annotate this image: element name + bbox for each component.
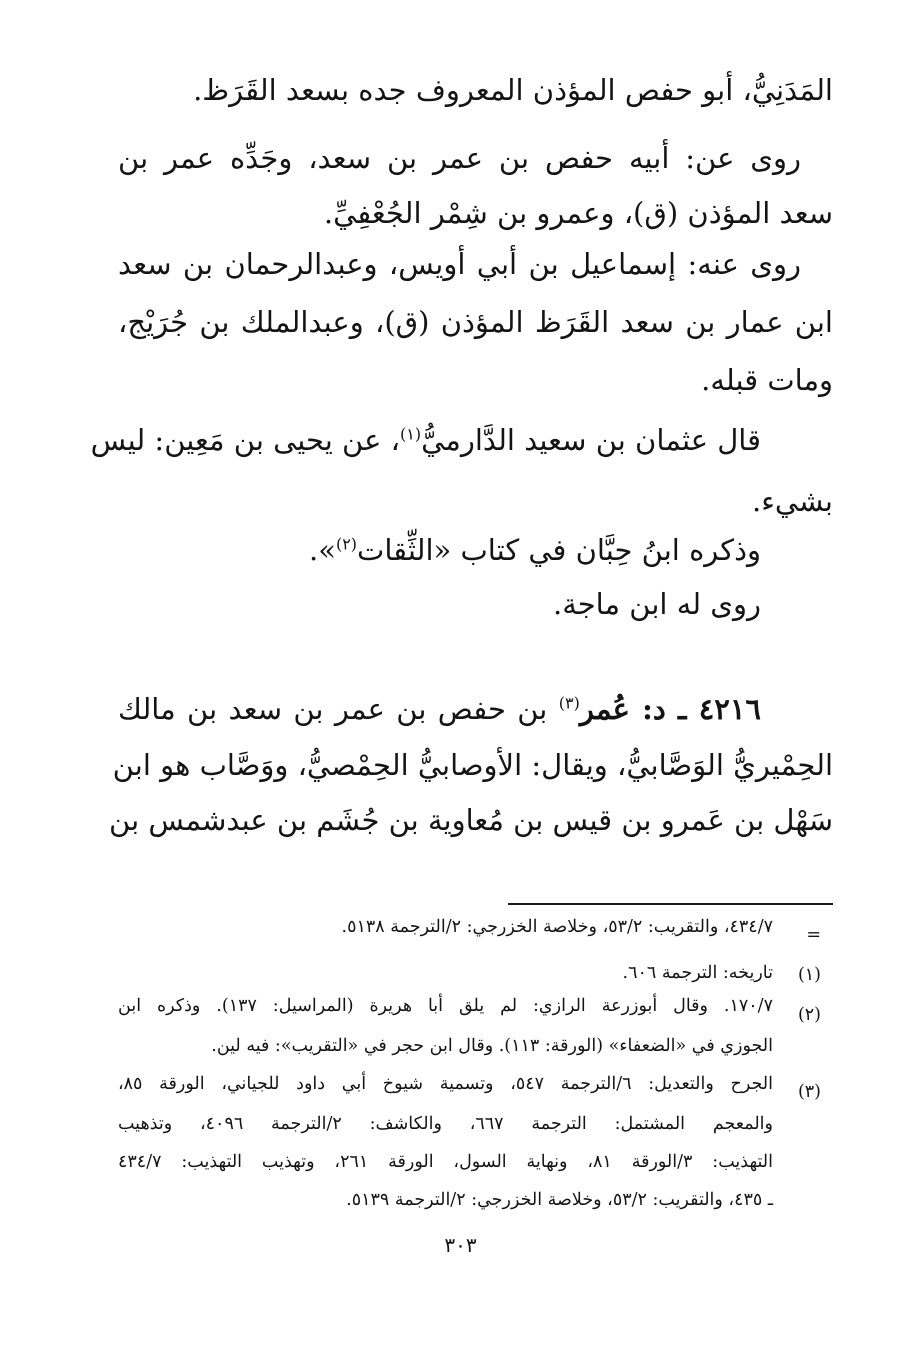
footnote-1-text: تاريخه: الترجمة ٦٠٦. — [622, 963, 773, 983]
body-line-7 — [90, 420, 761, 460]
page-number: ٣٠٣ — [444, 1233, 477, 1257]
footnote-3-line-4: ـ ٤٣٥، والتقريب: ٥٣/٢، وخلاصة الخزرجي: ٢/الترجمة ٥١٣٩. — [346, 1190, 773, 1210]
body-line-3: سعد المؤذن (ق)، وعمرو بن شِمْر الجُعْفِيِّ. — [323, 196, 833, 230]
entry-heading: ٤٢١٦ ـ د: عُمر — [579, 692, 762, 726]
footnote-ref-1: (١) — [400, 424, 422, 444]
footnote-2-line-2: الجوزي في «الضعفاء» (الورقة: ١١٣). وقال ابن حجر في «التقريب»: فيه لين. — [211, 1036, 773, 1056]
footnote-2-mark: (٢) — [797, 1005, 821, 1025]
footnote-ref-3: (٣) — [558, 693, 580, 713]
body-line-9-part-a: وذكره ابنُ حِبَّان في كتاب «الثِّقات — [357, 533, 761, 567]
footnote-3-line-3: التهذيب: ٣/الورقة ٨١، ونهاية السول، الورقة ٢٦١، وتهذيب التهذيب: ٤٣٤/٧ — [118, 1152, 773, 1172]
footnote-separator — [508, 903, 833, 905]
body-line-7-part-a: قال عثمان بن سعيد الدَّارميُّ — [421, 423, 761, 457]
footnote-2-line-1: ١٧٠/٧. وقال أبوزرعة الرازي: لم يلق أبا هريرة (المراسيل: ١٣٧). وذكره ابن — [118, 996, 773, 1016]
footnote-1-mark: (١) — [797, 965, 821, 985]
body-line-10: روى له ابن ماجة. — [552, 587, 761, 621]
body-line-9 — [118, 530, 761, 570]
body-line-6: ومات قبله. — [701, 363, 833, 397]
body-line-8: بشيء. — [752, 484, 833, 518]
footnote-3-line-2: والمعجم المشتمل: الترجمة ٦٦٧، والكاشف: ٢/الترجمة ٤٠٩٦، وتذهيب — [118, 1114, 773, 1134]
body-line-5: ابن عمار بن سعد القَرَظ المؤذن (ق)، وعبدالملك بن جُرَيْج، — [118, 305, 833, 339]
body-line-1: المَدَنِيُّ، أبو حفص المؤذن المعروف جده بسعد القَرَظ. — [193, 73, 833, 107]
body-line-2: روى عن: أبيه حفص بن عمر بن سعد، وجَدِّه عمر بن — [118, 141, 801, 175]
body-line-4: روى عنه: إسماعيل بن أبي أويس، وعبدالرحمان بن سعد — [118, 247, 801, 281]
footnote-3-mark: (٣) — [797, 1082, 821, 1102]
body-line-7-part-b: ، عن يحيى بن مَعِين: ليس — [90, 423, 401, 457]
footnote-3-line-1: الجرح والتعديل: ٦/الترجمة ٥٤٧، وتسمية شيوخ أبي داود للجياني، الورقة ٨٥، — [118, 1074, 773, 1094]
entry-line-2: الحِمْيريُّ الوَصَّابيُّ، ويقال: الأوصابيُّ الحِمْصيُّ، ووَصَّاب هو ابن — [112, 748, 833, 782]
footnote-ref-2: (٢) — [335, 534, 358, 554]
entry-line-3: سَهْل بن عَمرو بن قيس بن مُعاوية بن جُشَم بن عبدشمس بن — [109, 803, 833, 837]
footnote-cont-mark: = — [806, 925, 821, 945]
entry-line-1 — [118, 689, 761, 729]
body-line-9-part-b: ». — [308, 533, 336, 567]
footnote-cont-text: ٤٣٤/٧، والتقريب: ٥٣/٢، وخلاصة الخزرجي: ٢/الترجمة ٥١٣٨. — [341, 917, 773, 937]
entry-line-1-rest: بن حفص بن عمر بن سعد بن مالك — [118, 692, 559, 726]
